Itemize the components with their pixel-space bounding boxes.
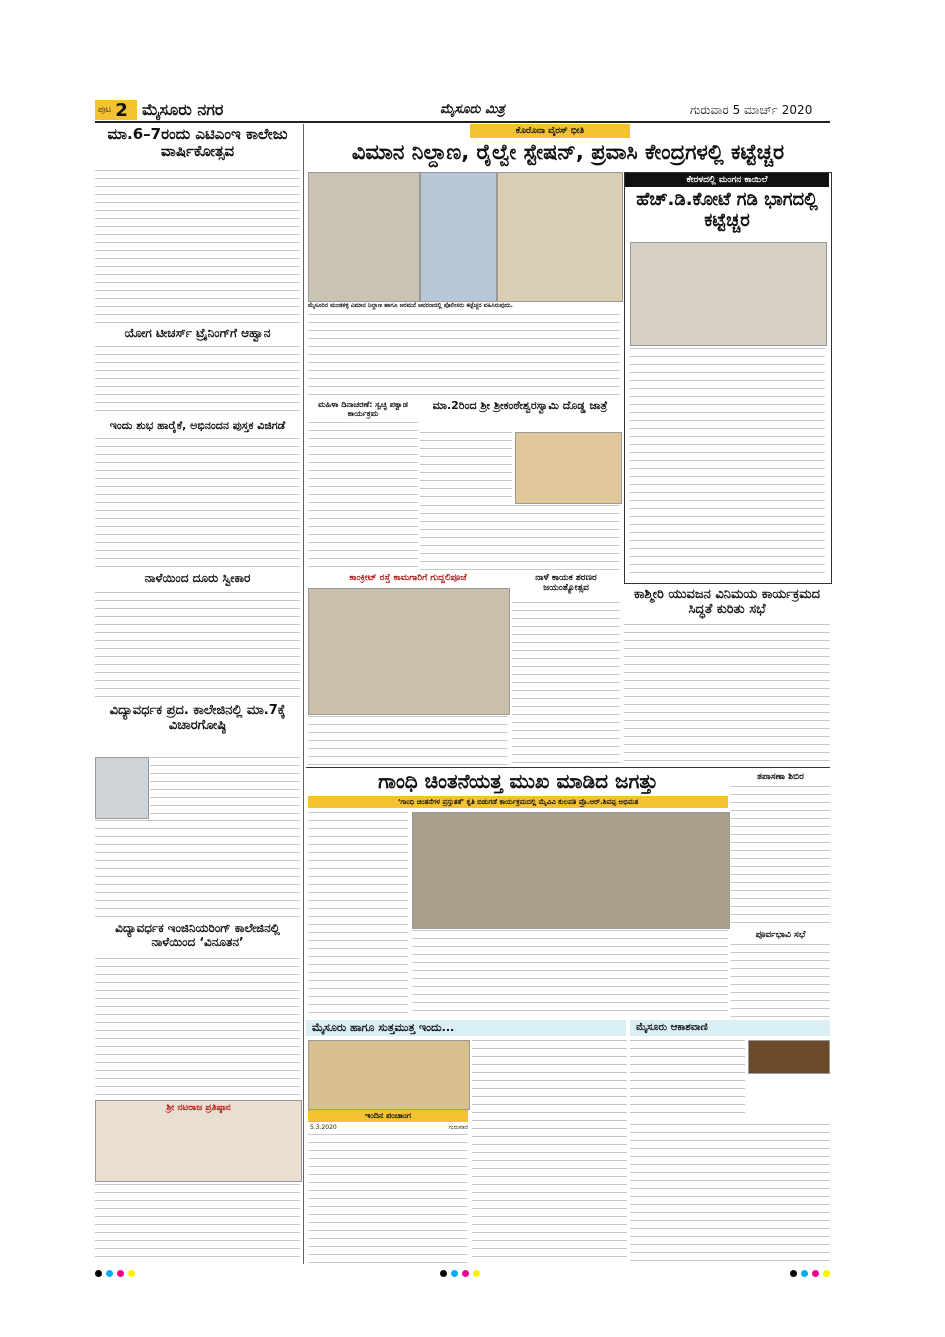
lead-headline: ವಿಮಾನ ನಿಲ್ದಾಣ, ರೈಲ್ವೇ ಸ್ಟೇಷನ್, ಪ್ರವಾಸಿ ಕೇಂದ್ರಗಳಲ್ಲಿ ಕಟ್ಟೆಚ್ಚರ [351,140,785,164]
print-mark [106,1270,113,1277]
story-body [150,757,300,817]
temple-photo [515,432,622,504]
health-check-photo [630,242,827,346]
photo-caption [95,1184,300,1264]
panchanga-body [308,1134,468,1264]
event-photo [95,1100,302,1182]
story-body [95,438,300,568]
gandhi-kicker: ‘ಗಾಂಧಿ ಚಿಂತನೆಗಳ ಪ್ರಸ್ತುತತೆ’ ಕೃತಿ ಬಿಡುಗಡೆ ಕಾರ್ಯಕ್ರಮದಲ್ಲಿ ಮೈವಿವಿ ಕುಲಪತಿ ಪ್ರೊ.ಆರ್.ಶಿವಪ್ಪ ಅಭಿಮತ [308,796,728,808]
gandhi-headline: ಗಾಂಧಿ ಚಿಂತನೆಯತ್ತ ಮುಖ ಮಾಡಿದ ಜಗತ್ತು [378,769,658,793]
kerala-kicker: ಕೇರಳದಲ್ಲಿ ಮಂಗನ ಕಾಯಿಲೆ [625,173,829,187]
kerala-body [630,348,825,578]
story-headline: ಪೂರ್ವಭಾವಿ ಸಭೆ [755,930,806,940]
story-body [420,505,620,570]
story-headline: ಇಂದು ಶುಭ ಹಾರೈಕೆ, ಅಭಿನಂದನ ಪುಸ್ತಕ ವಿಜಿಗಡೆ [109,419,286,432]
story-headline: ವಿದ್ಯಾವರ್ಧಕ ಇಂಜಿನಿಯರಿಂಗ್ ಕಾಲೇಜಿನಲ್ಲಿ ನಾಳೆಯಿಂದ ‘ವಿನೂತನ’ [115,921,280,949]
story-headline: ಕಾಶ್ಮೀರಿ ಯುವಜನ ವಿನಿಮಯ ಕಾರ್ಯಕ್ರಮದ ಸಿದ್ಧತೆ ಕುರಿತು ಸಭೆ [633,587,821,617]
print-mark [95,1270,102,1277]
speaker-photo [95,757,149,819]
column-divider [303,124,304,1264]
panchanga-day: ಗುರುವಾರ [448,1124,468,1131]
print-mark [790,1270,797,1277]
story-headline: ತಪಾಸಣಾ ಶಿಬಿರ [757,772,804,782]
print-mark [812,1270,819,1277]
radio-icon [748,1040,830,1074]
story-body [95,592,300,702]
issue-date: ಗುರುವಾರ 5 ಮಾರ್ಚ್ 2020 [690,103,813,117]
print-marks-left [95,1270,135,1277]
header-rule [95,121,830,123]
story-headline: ನಾಳೆ ಕಾಯಕ ಶರಣರ ಜಯಂತ್ಯೋತ್ಸವ [535,573,597,594]
lead-body [308,314,620,396]
print-mark [440,1270,447,1277]
radio-schedule [630,1040,745,1120]
story-headline: ನಾಳೆಯಿಂದ ದೂರು ಸ್ವೀಕಾರ [144,571,251,585]
print-mark [473,1270,480,1277]
story-body [624,624,830,764]
ground-breaking-photo [308,588,510,715]
today-section-title: ಮೈಸೂರು ಹಾಗೂ ಸುತ್ತಮುತ್ತ ಇಂದು... [306,1020,626,1036]
today-events-list [472,1040,627,1264]
palace-illustration [308,1040,470,1110]
page-number-tag [95,100,137,120]
print-mark [462,1270,469,1277]
story-headline: ಕಾಂಕ್ರೀಟ್ ರಸ್ತೆ ಕಾಮಗಾರಿಗೆ ಗುದ್ದಲಿಪೂಜೆ [349,573,467,583]
story-headline: ಮಾ.2ರಿಂದ ಶ್ರೀ ಶ್ರೀಕಂಠೇಶ್ವರಸ್ವಾಮಿ ದೊಡ್ಡ ಜಾತ್ರೆ [432,399,608,412]
radio-schedule [630,1124,830,1264]
story-body [95,170,300,325]
page-number: 2 [115,99,128,121]
police-photo [308,172,420,302]
print-mark [117,1270,124,1277]
panchanga-date: 5.3.2020 [310,1124,337,1131]
story-headline: ಯೋಗ ಟೀಚರ್ಸ್ ಟ್ರೈನಿಂಗ್‌ಗೆ ಆಹ್ವಾನ [124,326,271,340]
kerala-headline: ಹೆಚ್.ಡಿ.ಕೋಟೆ ಗಡಿ ಭಾಗದಲ್ಲಿ ಕಟ್ಟೆಚ್ಚರ [636,189,818,231]
print-mark [451,1270,458,1277]
print-marks-right [790,1270,830,1277]
radio-section-title: ಮೈಸೂರು ಆಕಾಶವಾಣಿ [630,1020,830,1036]
story-body [731,786,830,926]
story-body [95,958,300,1098]
lead-kicker: ಕೊರೊನಾ ವೈರಸ್ ಭೀತಿ [470,124,630,138]
book-release-photo [412,812,730,929]
page-label: ಪುಟ [98,105,112,115]
print-mark [823,1270,830,1277]
story-body [512,602,620,766]
story-body [95,820,300,920]
story-headline: ವಿದ್ಯಾವರ್ಧಕ ಪ್ರದ. ಕಾಲೇಜಿನಲ್ಲಿ ಮಾ.7ಕ್ಕೆ ವಿಚಾರಗೋಷ್ಠಿ [109,703,286,733]
photo-banner-text: ಶ್ರೀ ನಟರಾಜ ಪ್ರತಿಷ್ಠಾನ [166,1103,231,1113]
lead-photo-caption: ಮೈಸೂರಿನ ಮಂಡಕಳ್ಳಿ ವಿಮಾನ ನಿಲ್ದಾಣ ಹಾಗೂ ಅರಮನೆ ಆವರಣದಲ್ಲಿ ಪೊಲೀಸರು ಕಟ್ಟೆಚ್ಚರ ವಹಿಸಿರುವುದು. [308,302,513,309]
story-body [420,432,512,502]
story-body [95,346,300,418]
palace-photo [497,172,623,302]
gandhi-body [412,930,728,1017]
story-headline: ಮಹಿಳಾ ದಿನಾಚರಣೆ: ಸ್ವಚ್ಛ ಪಕ್ವಾಡ ಕಾರ್ಯಕ್ರಮ [318,400,408,419]
photo-caption [308,716,508,766]
print-mark [128,1270,135,1277]
story-body [308,422,418,570]
section-title: ಮೈಸೂರು ನಗರ [142,100,224,119]
police-photo [420,172,497,302]
story-headline: ಮಾ.6–7ರಂದು ಎಟಿಎಂಇ ಕಾಲೇಜು ವಾರ್ಷಿಕೋತ್ಸವ [107,125,288,161]
newspaper-brand: ಮೈಸೂರು ಮಿತ್ರ [440,102,505,117]
panchanga-title: ಇಂದಿನ ಪಂಚಾಂಗ [308,1110,468,1122]
print-mark [801,1270,808,1277]
section-rule [306,767,830,768]
print-marks-center [440,1270,480,1277]
gandhi-body [308,812,408,1017]
story-body [731,944,830,1017]
